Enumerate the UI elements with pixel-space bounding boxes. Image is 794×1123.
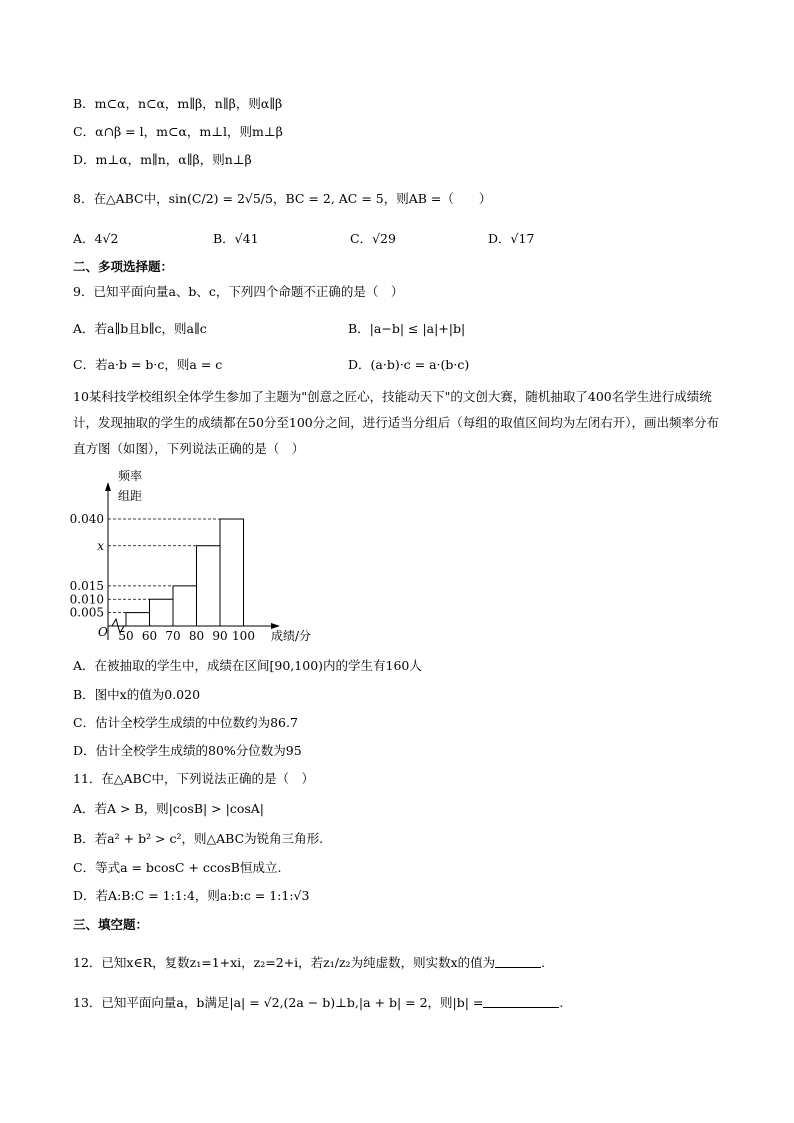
- x-tick-label: 90: [212, 629, 228, 643]
- x-tick-label: 70: [165, 629, 181, 643]
- histogram-bar: [173, 586, 197, 626]
- histogram-bar: [220, 519, 244, 626]
- x-tick-label: 50: [118, 629, 134, 643]
- q10-option-c: C．估计全校学生成绩的中位数约为86.7: [73, 715, 298, 730]
- q9-option-d: D．(a·b)·c = a·(b·c): [348, 357, 470, 372]
- q11-stem: 11．在△ABC中，下列说法正确的是（ ）: [73, 771, 315, 786]
- q8-option-b: B．√41: [213, 231, 259, 246]
- q9-option-b: B．|a−b| ≤ |a|+|b|: [348, 321, 466, 336]
- y-tick-label: 0.040: [69, 512, 104, 526]
- q13-stem: 13．已知平面向量a，b满足|a| = √2,(2a − b)⊥b,|a + b| = 2，则|b| =: [73, 995, 484, 1010]
- frequency-histogram: [68, 468, 340, 648]
- q8-option-a: A．4√2: [73, 231, 119, 246]
- histogram-bar: [126, 613, 150, 626]
- q7-option-d: D．m⊥α，m∥n，α∥β，则n⊥β: [73, 152, 252, 167]
- q10-stem: 10某科技学校组织全体学生参加了主题为"创意之匠心，技能动天下"的文创大赛，随机抽取了400名学生进行成绩统计，发现抽取的学生的成绩都在50分至100分之间，进行适当分组后（每组的取值区间均为左闭右开），画出频率分布直方图（如图），下列说法正确的是（ ）: [73, 389, 720, 456]
- q8-option-c: C．√29: [350, 231, 396, 246]
- q11-option-b: B．若a² + b² > c²，则△ABC为锐角三角形.: [73, 831, 324, 846]
- q13-answer-blank[interactable]: [483, 995, 559, 1008]
- histogram-bar: [197, 546, 221, 626]
- x-tick-label: 60: [141, 629, 158, 643]
- q10-option-a: A．在被抽取的学生中，成绩在区间[90,100)内的学生有160人: [73, 658, 422, 673]
- y-axis-arrow: [105, 482, 111, 491]
- y-tick-label: 0.010: [69, 592, 104, 607]
- q9-stem: 9．已知平面向量a、b、c，下列四个命题不正确的是（ ）: [73, 284, 404, 299]
- y-axis-label-bottom: 组距: [118, 489, 143, 503]
- q11-option-a: A．若A > B，则|cosB| > |cosA|: [73, 801, 265, 816]
- histogram-bar: [150, 599, 174, 626]
- q13-end: .: [559, 995, 564, 1010]
- y-tick-label: 0.015: [69, 578, 104, 593]
- q9-option-c: C．若a·b = b·c，则a = c: [73, 357, 223, 372]
- y-tick-label: x: [97, 538, 104, 553]
- q10-option-d: D．估计全校学生成绩的80%分位数为95: [73, 743, 302, 758]
- q9-option-a: A．若a∥b且b∥c，则a∥c: [73, 321, 207, 336]
- x-tick-label: 100: [232, 629, 255, 643]
- x-axis-label: 成绩/分: [271, 629, 312, 643]
- q12-answer-blank[interactable]: [495, 955, 541, 968]
- q11-option-c: C．等式a = bcosC + ccosB恒成立.: [73, 860, 282, 875]
- y-tick-label: 0.005: [69, 605, 104, 620]
- x-tick-label: 80: [188, 629, 205, 643]
- section-2-heading: 二、多项选择题：: [73, 259, 174, 274]
- section-3-heading: 三、填空题：: [73, 917, 149, 932]
- q7-option-b: B．m⊂α，n⊂α，m∥β，n∥β，则α∥β: [73, 96, 283, 111]
- q11-option-d: D．若A:B:C = 1:1:4，则a:b:c = 1:1:√3: [73, 888, 310, 903]
- q12: [73, 954, 545, 972]
- q13: [73, 994, 563, 1012]
- q12-end: .: [541, 955, 546, 970]
- q10-option-b: B．图中x的值为0.020: [73, 687, 201, 702]
- q8-stem: 8．在△ABC中，sin(C/2) = 2√5/5，BC = 2, AC = 5，则AB =（ ）: [73, 191, 492, 206]
- q7-option-c: C．α∩β = l，m⊂α，m⊥l，则m⊥β: [73, 124, 283, 139]
- q8-option-d: D．√17: [488, 231, 535, 246]
- q12-stem: 12．已知x∈R，复数z₁=1+xi，z₂=2+i，若z₁/z₂为纯虚数，则实数x的值为: [73, 955, 496, 970]
- origin-label: O: [98, 625, 108, 639]
- y-axis-label-top: 频率: [118, 469, 143, 483]
